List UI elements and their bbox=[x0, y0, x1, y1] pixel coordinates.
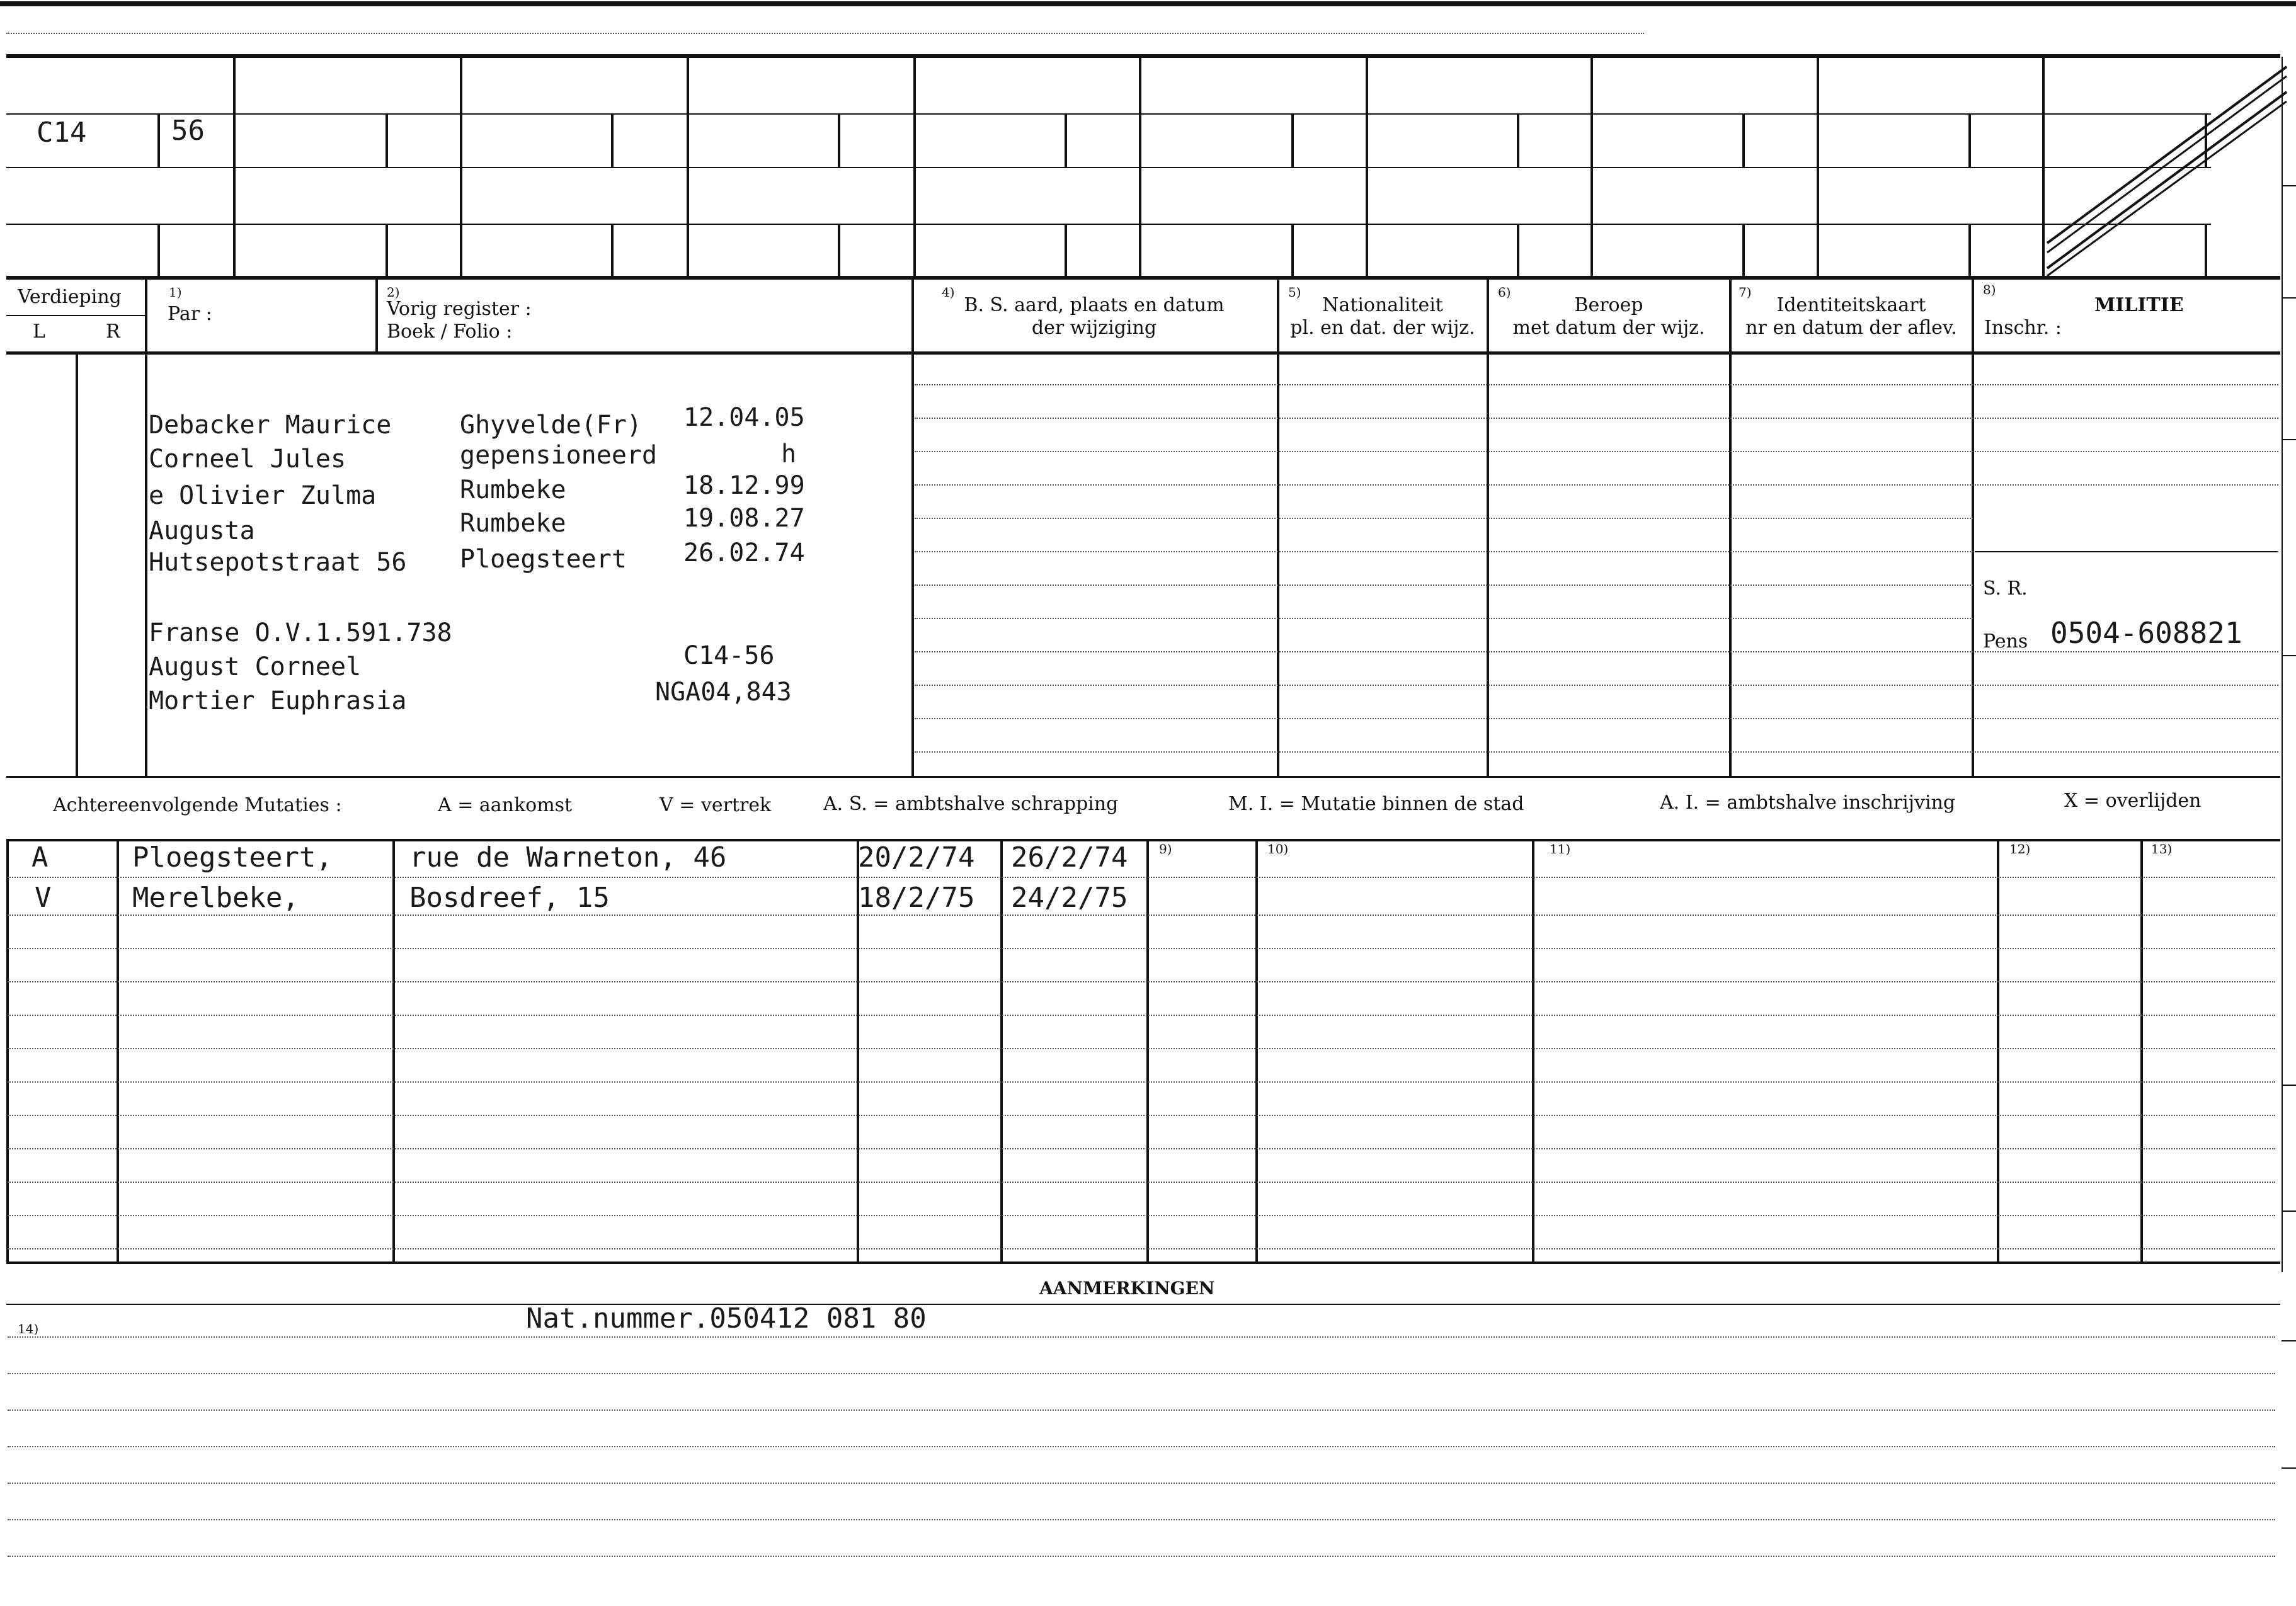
person-spouse2: Augusta bbox=[149, 516, 255, 545]
mutation-date1: 18/2/75 bbox=[858, 882, 975, 914]
footnote-7: 7) bbox=[1739, 285, 1752, 300]
person-birthdate: 12.04.05 bbox=[683, 403, 805, 432]
grid-cell-c14: C14 bbox=[37, 117, 87, 149]
legend-a: A = aankomst bbox=[438, 794, 573, 816]
mutation-address: Bosdreef, 15 bbox=[409, 882, 610, 914]
col-l-label: L bbox=[33, 321, 45, 343]
mut-footnote-10: 10) bbox=[1267, 841, 1289, 857]
id-header-line1: Identiteitskaart bbox=[1776, 294, 1926, 316]
diagonal-strike bbox=[2041, 54, 2293, 278]
vorig-register-label: Vorig register : bbox=[387, 298, 532, 320]
footnote-6: 6) bbox=[1498, 285, 1511, 300]
person-street-date: 26.02.74 bbox=[683, 538, 805, 567]
militie-label: MILITIE bbox=[2094, 294, 2184, 316]
person-birthplace: Ghyvelde(Fr) bbox=[460, 411, 642, 440]
boek-folio-label: Boek / Folio : bbox=[387, 321, 513, 343]
legend-ai: A. I. = ambtshalve inschrijving bbox=[1660, 792, 1956, 814]
beroep-header-line1: Beroep bbox=[1574, 294, 1643, 316]
person-ref2: NGA04,843 bbox=[655, 678, 792, 707]
par-label: Par : bbox=[168, 303, 212, 325]
person-name: Debacker Maurice bbox=[149, 411, 392, 440]
mut-footnote-12: 12) bbox=[2009, 841, 2031, 857]
top-border bbox=[0, 1, 2296, 6]
sr-label: S. R. bbox=[1983, 578, 2028, 600]
beroep-header-line2: met datum der wijz. bbox=[1512, 317, 1705, 339]
legend-top-line bbox=[6, 776, 2280, 778]
pens-value: 0504-608821 bbox=[2050, 616, 2242, 650]
mutation-place: Merelbeke, bbox=[132, 882, 299, 914]
id-header-line2: nr en datum der aflev. bbox=[1745, 317, 1957, 339]
top-dotted-line bbox=[6, 33, 1644, 34]
person-street: Hutsepotstraat 56 bbox=[149, 548, 407, 577]
legend-as: A. S. = ambtshalve schrapping bbox=[823, 793, 1119, 815]
mutation-type: A bbox=[31, 841, 49, 874]
person-spouse2-place: Rumbeke bbox=[460, 509, 566, 538]
mut-footnote-11: 11) bbox=[1550, 841, 1571, 857]
mutation-date2: 26/2/74 bbox=[1011, 841, 1128, 874]
person-spouse: e Olivier Zulma bbox=[149, 481, 377, 510]
nat-nummer: Nat.nummer.050412 081 80 bbox=[526, 1302, 927, 1335]
legend-mi: M. I. = Mutatie binnen de stad bbox=[1228, 793, 1524, 815]
mut-footnote-9: 9) bbox=[1159, 841, 1172, 857]
person-spouse2-date: 19.08.27 bbox=[683, 504, 805, 533]
footnote-14: 14) bbox=[18, 1321, 39, 1336]
inschr-label: Inschr. : bbox=[1984, 317, 2062, 339]
remarks-title: AANMERKINGEN bbox=[1039, 1278, 1215, 1299]
verdieping-label: Verdieping bbox=[18, 286, 122, 308]
person-spouse-date: 18.12.99 bbox=[683, 471, 805, 500]
nat-header-line2: pl. en dat. der wijz. bbox=[1290, 317, 1475, 339]
person-occupation: gepensioneerd bbox=[460, 441, 658, 470]
legend-title: Achtereenvolgende Mutaties : bbox=[53, 794, 342, 816]
pens-label: Pens bbox=[1983, 630, 2028, 652]
mutation-date2: 24/2/75 bbox=[1011, 882, 1128, 914]
mutation-address: rue de Warneton, 46 bbox=[409, 841, 727, 874]
footnote-8: 8) bbox=[1983, 282, 1996, 297]
footnote-1: 1) bbox=[169, 285, 182, 300]
person-parent2: Mortier Euphrasia bbox=[149, 686, 407, 715]
mut-footnote-13: 13) bbox=[2151, 841, 2173, 857]
person-parent1: August Corneel bbox=[149, 652, 362, 681]
person-ref1: C14-56 bbox=[683, 641, 775, 670]
mutation-type: V bbox=[35, 882, 52, 914]
footnote-4: 4) bbox=[942, 285, 955, 300]
col-r-label: R bbox=[106, 321, 120, 343]
mutation-date1: 20/2/74 bbox=[858, 841, 975, 874]
person-street-place: Ploegsteert bbox=[460, 545, 627, 574]
bs-header-line1: B. S. aard, plaats en datum bbox=[964, 294, 1225, 316]
bs-header-line2: der wijziging bbox=[1031, 317, 1157, 339]
person-occupation-mark: h bbox=[781, 440, 797, 469]
mutation-place: Ploegsteert, bbox=[132, 841, 333, 874]
footnote-2: 2) bbox=[387, 285, 400, 300]
legend-v: V = vertrek bbox=[660, 794, 772, 816]
person-father: Corneel Jules bbox=[149, 445, 346, 474]
person-spouse-place: Rumbeke bbox=[460, 476, 566, 504]
person-franse: Franse O.V.1.591.738 bbox=[149, 618, 452, 647]
legend-x: X = overlijden bbox=[2064, 790, 2202, 812]
grid-cell-56: 56 bbox=[171, 115, 205, 147]
nat-header-line1: Nationaliteit bbox=[1322, 294, 1443, 316]
footnote-5: 5) bbox=[1288, 285, 1301, 300]
